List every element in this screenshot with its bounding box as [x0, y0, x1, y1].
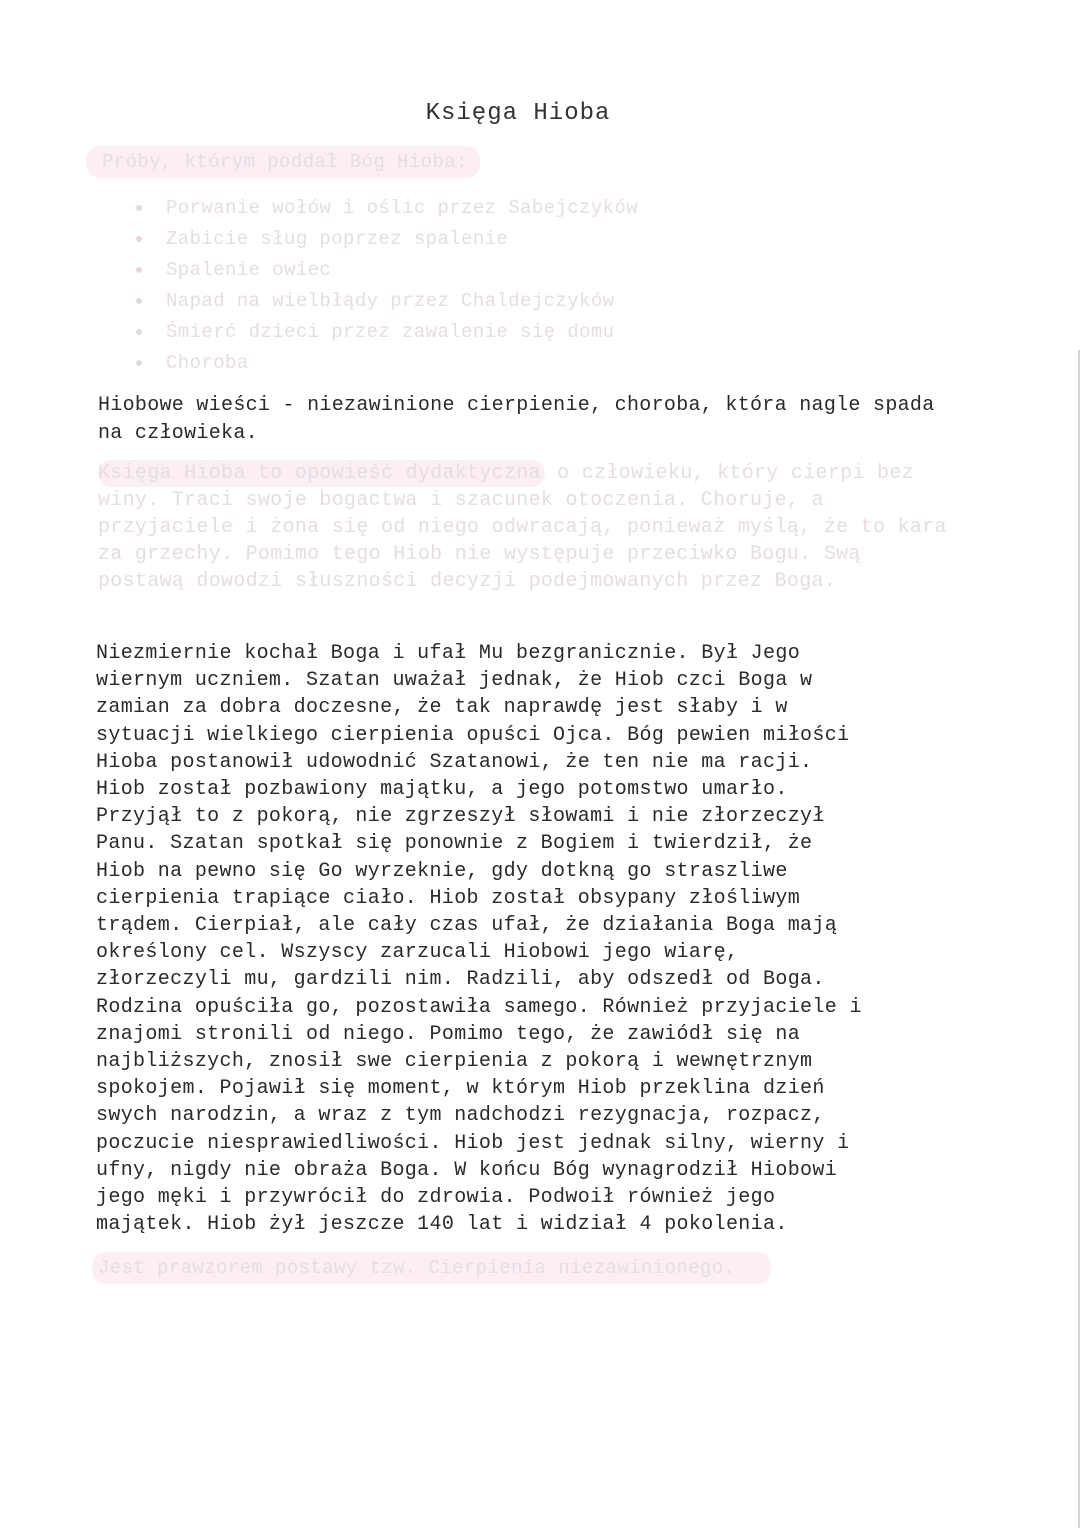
- didactic-lead-highlight: Księga Hioba to opowieść dydaktyczna: [98, 460, 545, 487]
- list-item: Śmierć dzieci przez zawalenie się domu: [130, 317, 638, 348]
- list-item: Choroba: [130, 348, 638, 379]
- trials-list: [130, 193, 638, 379]
- bullet-icon: [136, 205, 142, 211]
- list-item: Spalenie owiec: [130, 255, 638, 286]
- didactic-paragraph: [98, 460, 958, 595]
- story-paragraph: Niezmiernie kochał Boga i ufał Mu bezgranicznie. Był Jego wiernym uczniem. Szatan uważał jednak, że Hiob czci Boga w zamian za dobra doczesne, że tak naprawdę jest słaby i w sytuacji wielkiego cierpienia opuści Ojca. Bóg pewien miłości Hioba postanowił udowodnić Szatanowi, że ten nie ma racji. Hiob został pozbawiony majątku, a jego potomstwo umarło. Przyjął to z pokorą, nie zgrzeszył słowami i nie złorzeczył Panu. Szatan spotkał się ponownie z Bogiem i twierdził, że Hiob na pewno się Go wyrzeknie, gdy dotkną go straszliwe cierpienia trapiące ciało. Hiob został obsypany złośliwym trądem. Cierpiał, ale cały czas ufał, że działania Boga mają określony cel. Wszyscy zarzucali Hiobowi jego wiarę, złorzeczyli mu, gardzili nim. Radzili, aby odszedł od Boga. Rodzina opuściła go, pozostawiła samego. Również przyjaciele i znajomi stronili od niego. Pomimo tego, że zawiódł się na najbliższych, znosił swe cierpienia z pokorą i wewnętrznym spokojem. Pojawił się moment, w którym Hiob przeklina dzień swych narodzin, a wraz z tym nadchodzi rezygnacja, rozpacz, poczucie niesprawiedliwości. Hiob jest jednak silny, wierny i ufny, nigdy nie obraża Boga. W końcu Bóg wynagrodził Hiobowi jego męki i przywrócił do zdrowia. Podwoił również jego majątek. Hiob żył jeszcze 140 lat i widział 4 pokolenia.: [96, 642, 862, 1237]
- document-title: Księga Hioba: [425, 100, 611, 127]
- list-item: Napad na wielbłądy przez Chaldejczyków: [130, 286, 638, 317]
- closing-highlight: Jest prawzorem postawy tzw. Cierpienia niezawinionego.: [92, 1252, 771, 1284]
- bullet-icon: [136, 298, 142, 304]
- trials-heading: Próby, którym poddał Bóg Hioba:: [86, 146, 480, 178]
- list-item: Zabicie sług poprzez spalenie: [130, 224, 638, 255]
- bullet-icon: [136, 267, 142, 273]
- bullet-icon: [136, 360, 142, 366]
- definition-paragraph: Hiobowe wieści - niezawinione cierpienie, choroba, która nagle spada na człowieka.: [98, 394, 935, 445]
- list-item: Porwanie wołów i oślic przez Sabejczyków: [130, 193, 638, 224]
- didactic-rest: o człowieku, który cierpi bez winy. Traci swoje bogactwa i szacunek otoczenia. Choruje, a przyjaciele i żona się od niego odwracają, ponieważ myślą, że to kara za grzechy. Pomimo tego Hiob nie występuje przeciwko Bogu. Swą postawą dowodzi słuszności decyzji podejmowanych przez Boga.: [98, 462, 947, 593]
- bullet-icon: [136, 236, 142, 242]
- bullet-icon: [136, 329, 142, 335]
